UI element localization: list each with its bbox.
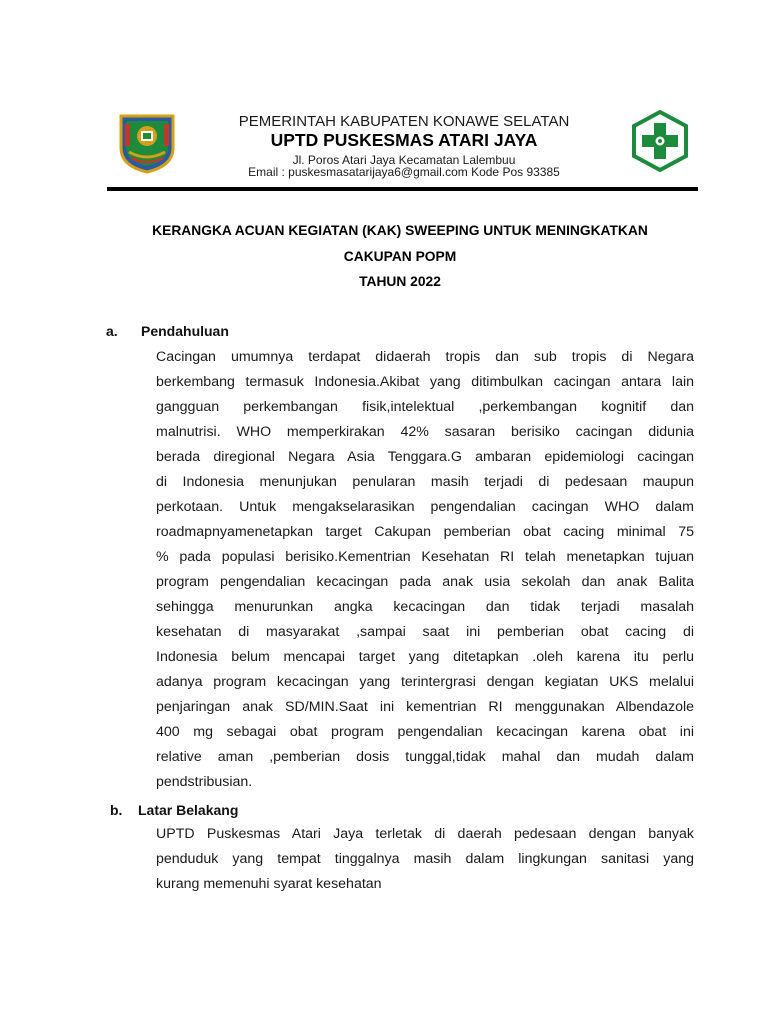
paragraph-line: Cacingan umumnya terdapat didaerah tropis dan sub tropis di Negara xyxy=(156,349,694,365)
section-a-letter: a. xyxy=(106,323,118,339)
section-a-heading: Pendahuluan xyxy=(141,323,229,339)
paragraph-line: penjaringan anak SD/MIN.Saat ini kementrian RI menggunakan Albendazole xyxy=(156,699,694,715)
paragraph-line: sehingga menurunkan angka kecacingan dan tidak terjadi masalah xyxy=(156,599,694,615)
paragraph-line: Indonesia belum mencapai target yang ditetapkan .oleh karena itu perlu xyxy=(156,649,694,665)
paragraph-line: relative aman ,pemberian dosis tunggal,tidak mahal dan mudah dalam xyxy=(156,749,694,765)
paragraph-line: penduduk yang tempat tinggalnya masih dalam lingkungan sanitasi yang xyxy=(156,851,694,867)
paragraph-line: berada diregional Negara Asia Tenggara.G ambaran epidemiologi cacingan xyxy=(156,449,694,465)
paragraph-line: kurang memenuhi syarat kesehatan xyxy=(156,876,382,892)
institution-name: UPTD PUSKESMAS ATARI JAYA xyxy=(270,130,538,150)
section-b-heading: Latar Belakang xyxy=(138,802,239,818)
paragraph-line: perkotaan. Untuk mengakselarasikan pengendalian cacingan WHO dalam xyxy=(156,499,694,515)
paragraph-line: di Indonesia menunjukan penularan masih terjadi di pedesaan maupun xyxy=(156,474,694,490)
section-b-body xyxy=(156,822,694,897)
paragraph-line: kesehatan di masyarakat ,sampai saat ini pemberian obat cacing di xyxy=(156,624,694,640)
paragraph-line: 400 mg sebagai obat program pengendalian kecacingan karena obat ini xyxy=(156,724,694,740)
paragraph-line: pendstribusian. xyxy=(156,774,253,790)
document-title-line-2: CAKUPAN POPM xyxy=(343,249,457,264)
paragraph-line: UPTD Puskesmas Atari Jaya terletak di daerah pedesaan dengan banyak xyxy=(156,826,694,842)
paragraph-line: malnutrisi. WHO memperkirakan 42% sasaran berisiko cacingan didunia xyxy=(156,424,694,440)
paragraph-line: roadmapnyamenetapkan target Cakupan pemberian obat cacing minimal 75 xyxy=(156,524,694,540)
section-a-body xyxy=(156,345,694,795)
paragraph-line: program pengendalian kecacingan pada anak usia sekolah dan anak Balita xyxy=(156,574,694,590)
paragraph-line: berkembang termasuk Indonesia.Akibat yang ditimbulkan cacingan antara lain xyxy=(156,374,694,390)
document-title-line-1: KERANGKA ACUAN KEGIATAN (KAK) SWEEPING UNTUK MENINGKATKAN xyxy=(152,223,648,238)
institution-address: Jl. Poros Atari Jaya Kecamatan Lalembuu xyxy=(292,153,516,167)
paragraph-line: adanya program kecacingan yang terintergrasi dengan kegiatan UKS melalui xyxy=(156,674,694,690)
government-name: PEMERINTAH KABUPATEN KONAWE SELATAN xyxy=(238,113,570,130)
paragraph-line: % pada populasi berisiko.Kementrian Kesehatan RI telah menetapkan tujuan xyxy=(156,549,694,565)
document-title-year: TAHUN 2022 xyxy=(359,274,441,289)
paragraph-line: gangguan perkembangan fisik,intelektual ,perkembangan kognitif dan xyxy=(156,399,694,415)
section-b-letter: b. xyxy=(110,802,123,818)
puskesmas-green-cross-icon xyxy=(631,110,689,172)
institution-email: Email : puskesmasatarijaya6@gmail.com Kode Pos 93385 xyxy=(248,165,560,179)
letterhead-divider xyxy=(107,187,698,191)
regency-coat-of-arms-icon xyxy=(117,112,177,174)
